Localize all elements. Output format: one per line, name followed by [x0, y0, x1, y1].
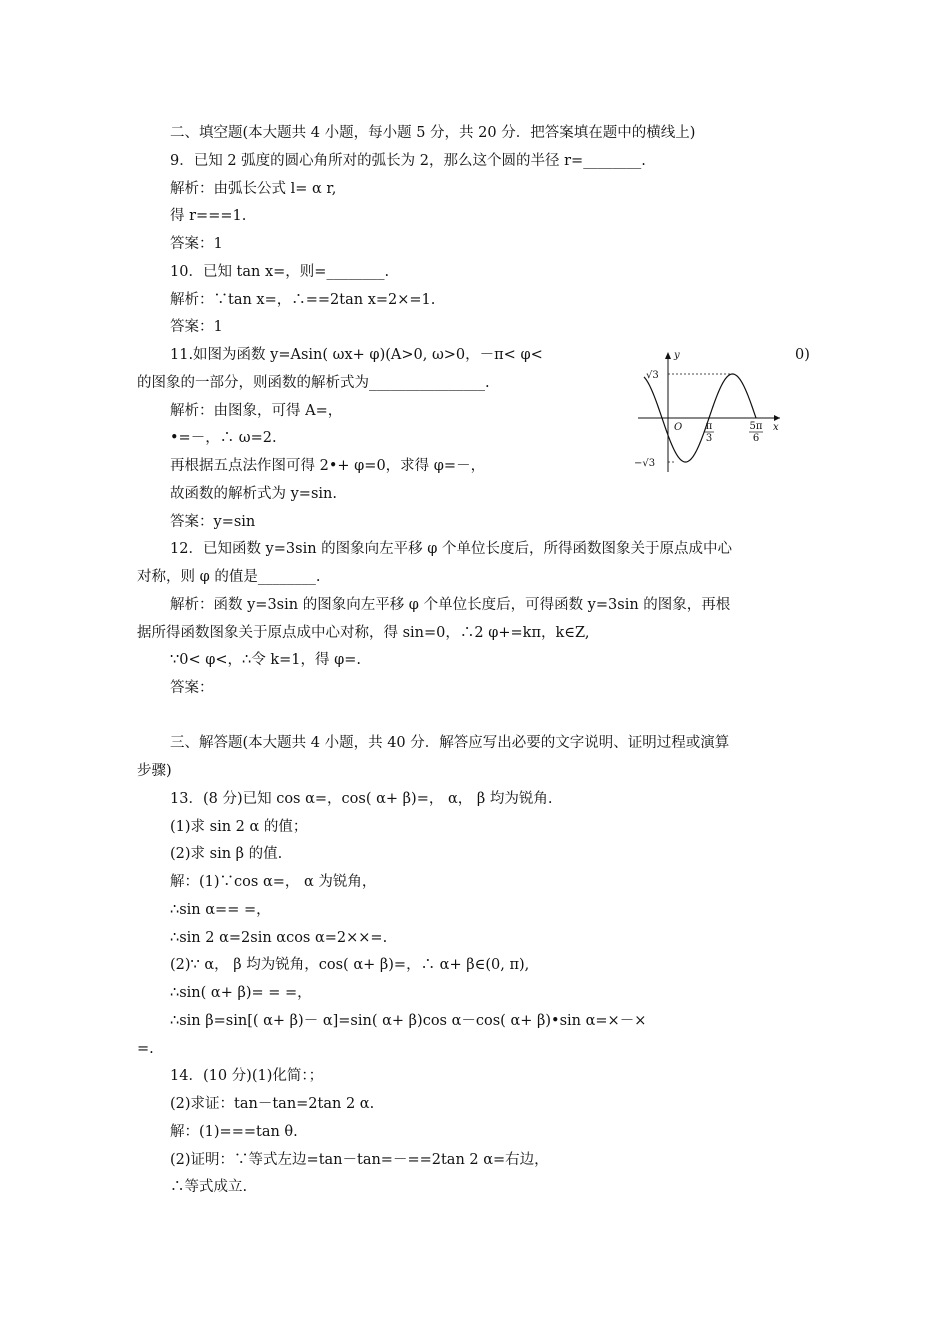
- q11-answer: 答案：y=sin: [170, 514, 256, 530]
- q13-solution-2: ∴sin α== =，: [170, 902, 271, 918]
- q13-solution-4: (2)∵ α， β 均为锐角，cos( α+ β)=，∴ α+ β∈(0, π),: [170, 957, 530, 973]
- y-axis-label: y: [674, 350, 680, 361]
- q9-analysis: 解析：由弧长公式 l= α r,: [170, 181, 337, 197]
- q13-solution-7: =.: [137, 1041, 154, 1057]
- q10-text: 10．已知 tan x=，则=________.: [170, 264, 390, 280]
- pi-third-denominator: 3: [705, 433, 713, 444]
- q14-part2: (2)求证：tan－tan=2tan 2 α.: [170, 1096, 375, 1112]
- section-3-heading-2: 步骤): [137, 763, 172, 779]
- sine-graph: [630, 344, 790, 474]
- sqrt3-label: √3: [646, 370, 659, 381]
- x-axis-arrow-icon: [774, 415, 780, 421]
- five-pi-sixth-numerator: 5π: [749, 421, 763, 432]
- q11-analysis-4: 故函数的解析式为 y=sin.: [170, 486, 337, 502]
- q13-solution-3: ∴sin 2 α=2sin αcos α=2××=.: [170, 930, 388, 946]
- q11-text-2: 的图象的一部分，则函数的解析式为________________.: [137, 375, 490, 391]
- neg-sqrt3-label: −√3: [634, 458, 656, 469]
- section-3-heading: 三、解答题(本大题共 4 小题，共 40 分．解答应写出必要的文字说明、证明过程或演算: [170, 735, 730, 751]
- q12-text-2: 对称，则 φ 的值是________.: [137, 569, 321, 585]
- x-axis-label: x: [773, 422, 779, 433]
- q11-analysis-2: •=－，∴ ω=2.: [170, 430, 277, 446]
- q13-part2: (2)求 sin β 的值.: [170, 846, 283, 862]
- origin-label: O: [674, 422, 683, 433]
- q12-analysis-3: ∵0< φ<，∴令 k=1，得 φ=.: [170, 652, 362, 668]
- q9-text: 9．已知 2 弧度的圆心角所对的弧长为 2，那么这个圆的半径 r=________.: [170, 153, 646, 169]
- q14-proof: (2)证明：∵等式左边=tan－tan=－==2tan 2 α=右边，: [170, 1152, 549, 1168]
- section-2-heading: 二、填空题(本大题共 4 小题，每小题 5 分，共 20 分．把答案填在题中的横线上): [170, 125, 696, 141]
- q12-analysis: 解析：函数 y=3sin 的图象向左平移 φ 个单位长度后，可得函数 y=3sin 的图象，再根: [170, 597, 731, 613]
- q13-solution-5: ∴sin( α+ β)= = =，: [170, 985, 312, 1001]
- five-pi-sixth-denominator: 6: [752, 433, 760, 444]
- q11-text-end: 0): [795, 347, 810, 363]
- q9-analysis-2: 得 r===1.: [170, 208, 247, 224]
- pi-third-numerator: π: [705, 421, 713, 432]
- q13-solution: 解：(1)∵cos α=， α 为锐角，: [170, 874, 377, 890]
- y-axis-arrow-icon: [665, 352, 671, 359]
- q13-part1: (1)求 sin 2 α 的值；: [170, 819, 308, 835]
- q11-text: 11.如图为函数 y=Asin( ωx+ φ)(A>0, ω>0，－π< φ<: [170, 347, 543, 363]
- q12-analysis-2: 据所得函数图象关于原点成中心对称，得 sin=0，∴2 φ+=kπ，k∈Z,: [137, 625, 590, 641]
- q14-solution: 解：(1)===tan θ.: [170, 1124, 298, 1140]
- q10-answer: 答案：1: [170, 319, 223, 335]
- q9-answer: 答案：1: [170, 236, 223, 252]
- q13-text: 13．(8 分)已知 cos α=，cos( α+ β)=， α， β 均为锐角.: [170, 791, 553, 807]
- q14-proof-2: ∴等式成立.: [170, 1179, 248, 1195]
- q13-solution-6: ∴sin β=sin[( α+ β)－ α]=sin( α+ β)cos α－cos( α+ β)•sin α=×－×: [170, 1013, 647, 1029]
- q11-analysis-3: 再根据五点法作图可得 2•+ φ=0，求得 φ=－，: [170, 458, 486, 474]
- q11-analysis: 解析：由图象，可得 A=，: [170, 403, 343, 419]
- sine-graph-svg: [630, 344, 790, 474]
- q12-answer: 答案：: [170, 680, 214, 696]
- q10-analysis: 解析：∵tan x=，∴==2tan x=2×=1.: [170, 292, 436, 308]
- q14-text: 14．(10 分)(1)化简：；: [170, 1068, 324, 1084]
- q12-text: 12．已知函数 y=3sin 的图象向左平移 φ 个单位长度后，所得函数图象关于原点成中心: [170, 541, 733, 557]
